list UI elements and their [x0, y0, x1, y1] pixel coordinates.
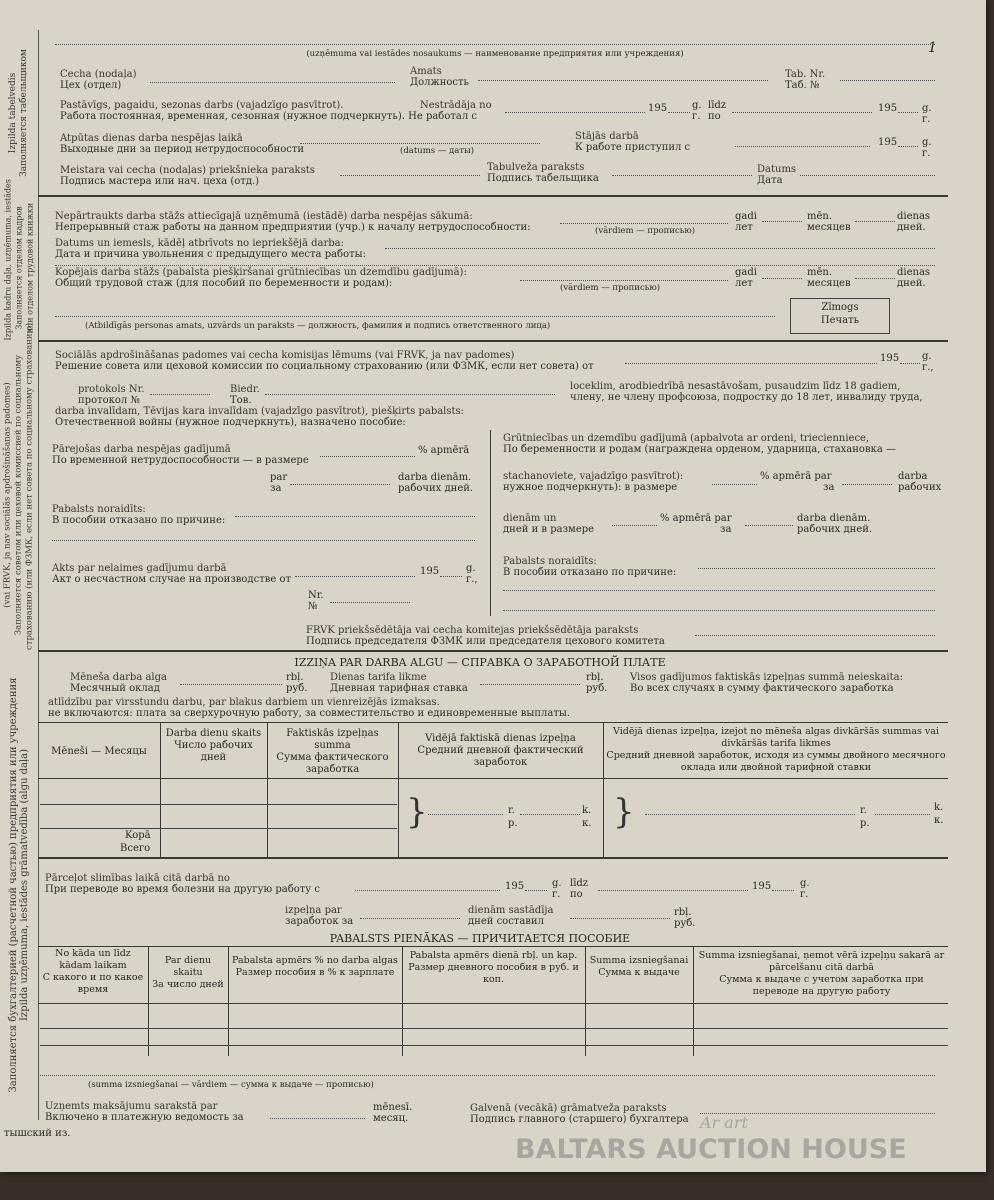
- salary-table-bottom: [38, 857, 948, 859]
- parcel-from-field[interactable]: [355, 890, 500, 891]
- invalidam-lv: darba invalīdam, Tēvijas kara invalīdam (vajadzīgo pasvītrot), piešķirts pabalsts:: [55, 406, 465, 417]
- tov-label: Тов.: [230, 395, 252, 406]
- bh-sum-transfer: Summa izsniegšanai, ņemot vērā izpeļņu sakarā ar pārcelšanu citā darbā Сумма к выдаче с учетом заработка при переводе на другую работу: [698, 950, 945, 997]
- visos-ru: Во всех случаях в сумму фактического заработка: [630, 683, 894, 694]
- protokols-field[interactable]: [150, 394, 210, 395]
- watermark-line-2: BALTARS AUCTION HOUSE: [515, 1134, 907, 1165]
- menesa-lv: Mēneša darba alga: [70, 672, 167, 683]
- grut-days-field[interactable]: [842, 484, 892, 485]
- darba-dienam-label-1: darba dienām.: [398, 472, 472, 483]
- lidz-label: līdz: [708, 100, 727, 111]
- menesa-field[interactable]: [180, 684, 282, 685]
- th-avg-double: Vidējā dienas izpeļņa, izejot no mēneša algas divkāršās summas vai divkāršās tarifa likmes Средний дневной заработок, исходя из суммы двойного месячного оклада или двойной тарифной ставки: [606, 726, 946, 773]
- stazs-words-field[interactable]: [560, 223, 728, 224]
- salary-row-1: [40, 804, 397, 805]
- year-195-f: 195: [505, 881, 525, 892]
- tabulv-signature-field[interactable]: [612, 175, 752, 176]
- year-field-b[interactable]: [898, 112, 918, 113]
- parejosas-ru: По временной нетрудоспособности — в размере: [52, 455, 309, 466]
- benefit-col-2: [228, 946, 229, 1056]
- tab-field[interactable]: [840, 80, 935, 81]
- benefit-col-3: [402, 946, 403, 1056]
- meistars-ru: Подпись мастера или нач. цеха (отд.): [60, 176, 260, 187]
- rab-dney-label-1: рабочих дней.: [398, 483, 474, 494]
- galvena-ru: Подпись главного (старшего) бухгалтера: [470, 1114, 689, 1125]
- izpelna-amount-field[interactable]: [570, 918, 670, 919]
- za-label-2: за: [823, 482, 835, 493]
- noraidits-ru: В пособии отказано по причине:: [52, 515, 226, 526]
- parcel-lv: Pārceļot slimības laikā citā darbā no: [45, 873, 230, 884]
- amats-label-ru: Должность: [410, 77, 469, 88]
- g-label-c: g.: [922, 137, 932, 148]
- rab-dney-label-3: рабочих дней.: [797, 524, 873, 535]
- k-label-2: k.: [934, 802, 944, 813]
- mes-label-1: месяцев: [807, 222, 851, 233]
- za-label-3: за: [720, 524, 732, 535]
- r-label-1: r.: [508, 805, 515, 816]
- datums-lv: Datums: [757, 164, 797, 175]
- dienam-lv: dienām sastādīja: [468, 905, 554, 916]
- g-label-g: g.: [800, 878, 810, 889]
- r-label-b: г.: [922, 114, 931, 125]
- year-195-e: 195: [420, 566, 440, 577]
- divider-1: [38, 195, 948, 197]
- year-195-b: 195: [878, 103, 898, 114]
- bh-days: Par dienu skaitu За число дней: [152, 955, 224, 990]
- parejosas-days-field[interactable]: [290, 484, 390, 485]
- atlidz-lv: atlīdzību par virsstundu darbu, par blakus darbiem un vienreizējās izmaksas.: [48, 697, 440, 708]
- footer-print: тышский из.: [4, 1128, 71, 1139]
- lidz-label-2: līdz: [570, 878, 589, 889]
- gadi-label-2: gadi: [735, 267, 757, 278]
- protokols-ru: протокол №: [78, 395, 140, 406]
- pastavigs-ru: Работа постоянная, временная, сезонная (нужное подчеркнуть). Не работал с: [60, 111, 477, 122]
- salary-table-top: [38, 722, 948, 723]
- bh-period: No kāda un līdz kādam laikam С какого и по какое время: [42, 948, 144, 995]
- g-label-d: g.: [922, 351, 932, 362]
- biedr-field[interactable]: [265, 394, 555, 395]
- nestradaja-label: Nestrādāja no: [420, 100, 492, 111]
- grut-percent-field[interactable]: [712, 484, 757, 485]
- amats-field[interactable]: [478, 80, 768, 81]
- tab-label-ru: Таб. №: [785, 80, 820, 91]
- stamp-lv: Zīmogs: [821, 302, 859, 313]
- dienas-tarifa-lv: Dienas tarifa likme: [330, 672, 427, 683]
- akts-lv: Akts par nelaimes gadījumu darbā: [52, 563, 227, 574]
- izpelna-lv: izpeļņa par: [285, 905, 342, 916]
- apmera-label-1: % apmērā: [418, 445, 470, 456]
- darba-dienam-label-3: darba dienām.: [797, 513, 871, 524]
- kopejais-years-field[interactable]: [762, 278, 802, 279]
- year-195-d: 195: [880, 353, 900, 364]
- noraidits2-field-3[interactable]: [503, 610, 935, 611]
- rbl-label-1: rbļ.: [286, 672, 304, 683]
- side-strip-3: [0, 322, 39, 650]
- watermark-line-1: Ar art: [700, 1113, 748, 1132]
- frvk-signature-field[interactable]: [695, 635, 935, 636]
- benefit-table-top: [38, 946, 948, 947]
- side-text-2: Izpilda kadru daļa, uzņēmuma, iestādes Заполняется отделом кадров или отделом трудовой книжки: [3, 178, 35, 340]
- cecha-label-ru: Цех (отдел): [60, 80, 122, 91]
- kk-label-1: к.: [582, 818, 592, 829]
- dienas-tarifa-ru: Дневная тарифная ставка: [330, 683, 468, 694]
- apmera-par-label-3: % apmērā par: [660, 513, 732, 524]
- kopejais-months-field[interactable]: [855, 278, 895, 279]
- benefit-table-header-bottom: [38, 1003, 948, 1004]
- avg2-kop-field[interactable]: [875, 814, 930, 815]
- atputas-lv: Atpūtas dienas darba nespējas laikā: [60, 133, 243, 144]
- year-field-e[interactable]: [440, 576, 462, 577]
- grut-ru-1: По беременности и родам (награждена орденом, ударница, стахановка —: [503, 444, 896, 455]
- side-strip-1: [0, 30, 39, 195]
- noraidits-field-2[interactable]: [52, 540, 475, 541]
- men-label-1: mēn.: [807, 211, 833, 222]
- lemums-ru: Решение совета или цеховой комиссии по социальному страхованию (или ФЗМК, если нет совета) от: [55, 361, 594, 372]
- parejosas-lv: Pārejošas darba nespējas gadījumā: [52, 444, 231, 455]
- dney-i-label: дней и в размере: [503, 524, 595, 535]
- year-field-g[interactable]: [772, 890, 794, 891]
- invalidam-ru: Отечественной войны (нужное подчеркнуть), назначено пособие:: [55, 417, 406, 428]
- mesyac-label: месяц.: [373, 1113, 409, 1124]
- rbl-label-2: rbļ.: [586, 672, 604, 683]
- menesi-label: mēnesī.: [373, 1102, 413, 1113]
- meistars-signature-field[interactable]: [340, 175, 480, 176]
- org-caption: (uzņēmuma vai iestādes nosaukums — наименование предприятия или учреждения): [306, 49, 684, 59]
- avg2-rub-field[interactable]: [645, 814, 855, 815]
- benefit-title: PABALSTS PIENĀKAS — ПРИЧИТАЕТСЯ ПОСОБИЕ: [329, 932, 631, 945]
- dnei-label-2: дней.: [897, 278, 926, 289]
- avg-rub-field[interactable]: [428, 814, 503, 815]
- atbildiga-line[interactable]: [55, 316, 775, 317]
- salary-table-header-bottom: [38, 778, 948, 779]
- vardiem-caption-2: (vārdiem — прописью): [560, 283, 661, 293]
- protokols-lv: protokols Nr.: [78, 384, 145, 395]
- atbriv-field[interactable]: [385, 248, 935, 249]
- po-label-2: по: [570, 889, 583, 900]
- side-strip-4: [0, 650, 39, 1120]
- benefit-row-1: [40, 1028, 948, 1029]
- uzņemts-ru: Включено в платежную ведомость за: [45, 1112, 244, 1123]
- akts-nr-field[interactable]: [330, 602, 410, 603]
- amats-label-lv: Amats: [410, 66, 442, 77]
- k-label-1: k.: [582, 805, 592, 816]
- nr-label: Nr.: [308, 590, 324, 601]
- rbl-label-3: rbļ.: [674, 907, 692, 918]
- dienas-label-1: dienas: [897, 211, 931, 222]
- year-195-g: 195: [752, 881, 772, 892]
- dienas-tarifa-field[interactable]: [480, 684, 580, 685]
- galvena-lv: Galvenā (vecākā) grāmatveža paraksts: [470, 1103, 667, 1114]
- grut-ru-2: нужное подчеркнуть): в размере: [503, 482, 678, 493]
- salary-col-4: [603, 722, 604, 857]
- menesa-ru: Месячный оклад: [70, 683, 160, 694]
- noraidits2-field-2[interactable]: [503, 590, 935, 591]
- bh-daily: Pabalsta apmērs dienā rbļ. un kap. Размер дневного пособия в руб. и коп.: [408, 950, 579, 985]
- grut-days-field-2[interactable]: [745, 525, 793, 526]
- th-earnings: Faktiskās izpeļņas summa Сумма фактического заработка: [276, 728, 389, 775]
- year-field-a[interactable]: [668, 112, 690, 113]
- kk-label-2: к.: [934, 815, 944, 826]
- izpelna-ru: заработок за: [285, 916, 354, 927]
- grut-percent-field-2[interactable]: [612, 525, 657, 526]
- tab-label-lv: Tab. Nr.: [785, 69, 826, 80]
- noraidits-field[interactable]: [235, 516, 475, 517]
- atputas-ru: Выходные дни за период нетрудоспособности: [60, 144, 305, 155]
- th-months: Mēneši — Месяцы: [51, 746, 147, 757]
- r-label-2: r.: [860, 805, 867, 816]
- year-field-d[interactable]: [900, 363, 920, 364]
- benefit-row-2: [40, 1045, 948, 1046]
- stajas-ru: К работе приступил с: [575, 142, 691, 153]
- lemums-date-field[interactable]: [625, 363, 877, 364]
- g-label-f: g.: [552, 878, 562, 889]
- r-label-d: г.,: [922, 362, 934, 373]
- th-days: Darba dienu skaits Число рабочих дней: [165, 728, 262, 763]
- atlidz-ru: не включаются: плата за сверхурочную работу, за совместительство и единовременные выплаты.: [48, 708, 571, 719]
- dnei-label-1: дней.: [897, 222, 926, 233]
- stamp-ru: Печать: [820, 315, 860, 326]
- pastavigs-lv: Pastāvīgs, pagaidu, sezonas darbs (vajadzīgo pasvītrot).: [60, 100, 344, 111]
- rub-label-3: руб.: [674, 918, 696, 929]
- side-text-1: Izpilda tabelvedis Заполняется табельщиком: [8, 48, 29, 177]
- page-number: 1: [928, 40, 937, 56]
- rub-label-1: руб.: [286, 683, 308, 694]
- noraidits2-ru: В пособии отказано по причине:: [503, 567, 677, 578]
- cecha-field[interactable]: [150, 82, 395, 83]
- po-label: по: [708, 111, 721, 122]
- g-label-a: g.: [692, 100, 702, 111]
- datums-caption: (datums — даты): [400, 146, 475, 156]
- org-name-line: [55, 44, 935, 45]
- bh-sum: Summa izsniegšanai Сумма к выдаче: [589, 955, 689, 978]
- dienam-un-label: dienām un: [503, 513, 557, 524]
- uzņemts-field[interactable]: [270, 1118, 365, 1119]
- salary-col-3: [398, 722, 399, 857]
- datums-field[interactable]: [800, 175, 935, 176]
- rab-label-2: рабочих: [898, 482, 942, 493]
- akts-ru: Акт о несчастном случае на производстве от: [52, 574, 292, 585]
- loceklim-ru: члену, не члену профсоюза, подростку до 18 лет, инвалиду труда,: [570, 392, 923, 403]
- noraidits-lv: Pabalsts noraidīts:: [52, 504, 146, 515]
- sum-caption: (summa izsniegšanai — vārdiem — сумма к выдаче — прописью): [88, 1080, 374, 1090]
- let-label-2: лет: [735, 278, 753, 289]
- gadi-label-1: gadi: [735, 211, 757, 222]
- brace-left: }: [406, 792, 428, 832]
- sum-words-line[interactable]: [40, 1075, 935, 1076]
- visos-lv: Visos gadījumos faktiskās izpeļņas summā neieskaitа:: [630, 672, 903, 683]
- divider-2: [38, 340, 948, 342]
- gr-label-f: г.: [552, 889, 561, 900]
- stajas-lv: Stājās darbā: [575, 131, 639, 142]
- g-label-e: g.: [466, 563, 476, 574]
- za-label-1: за: [270, 483, 282, 494]
- noraidits2-field[interactable]: [698, 568, 935, 569]
- bh-percent: Pabalsta apmērs % no darba algas Размер пособия в % к зарплате: [232, 955, 398, 978]
- darba-label-2: darba: [898, 471, 928, 482]
- atbildiga-caption: (Atbildīgās personas amats, uzvārds un paraksts — должность, фамилия и подпись ответственного лица): [85, 321, 551, 331]
- grut-lv-1: Grūtniecības un dzemdību gadījumā (apbalvota ar ordeni, triecienniece,: [503, 433, 870, 444]
- stazs-ru: Непрерывный стаж работы на данном предприятии (учр.) к началу нетрудоспособности:: [55, 222, 531, 233]
- men-label-2: mēn.: [807, 267, 833, 278]
- year-195-a: 195: [648, 103, 668, 114]
- avg-kop-field[interactable]: [520, 814, 580, 815]
- atputas-field[interactable]: [300, 143, 540, 144]
- apmera-par-label-2: % apmērā par: [760, 471, 832, 482]
- parcel-to-field[interactable]: [598, 890, 748, 891]
- r-label-a: г.: [692, 111, 701, 122]
- vsego-label: Всего: [120, 843, 151, 854]
- stazs-years-field[interactable]: [762, 221, 802, 222]
- parejosas-percent-field[interactable]: [320, 456, 415, 457]
- nestradaja-to-field[interactable]: [732, 112, 872, 113]
- benefit-col-4: [585, 946, 586, 1056]
- stazs-months-field[interactable]: [855, 221, 895, 222]
- kopejais-words-field[interactable]: [520, 280, 728, 281]
- year-field-c[interactable]: [898, 146, 918, 147]
- tabulv-lv: Tabulveža paraksts: [487, 162, 585, 173]
- atbriv-ru: Дата и причина увольнения с предыдущего места работы:: [55, 249, 366, 260]
- izpelna-days-field[interactable]: [360, 918, 460, 919]
- divider-3: [38, 650, 948, 652]
- kopa-label: Kopā: [125, 830, 151, 841]
- let-label-1: лет: [735, 222, 753, 233]
- th-avg-daily: Vidējā faktiskā dienas izpeļņa Средний дневной фактический заработок: [417, 733, 584, 768]
- mes-label-2: месяцев: [807, 278, 851, 289]
- g-label-b: g.: [922, 103, 932, 114]
- section3-vdivider: [490, 430, 491, 616]
- rub-label-2: руб.: [586, 683, 608, 694]
- atbriv-lv: Datums un iemesls, kādēļ atbrīvots no iepriekšējā darba:: [55, 238, 344, 249]
- rr-label-1: р.: [508, 818, 518, 829]
- salary-col-2: [267, 722, 268, 857]
- benefit-col-1: [148, 946, 149, 1056]
- frvk-lv: FRVK priekšsēdētāja vai cecha komitejas priekšsēdētāja paraksts: [306, 625, 639, 636]
- meistars-lv: Meistara vai cecha (nodaļas) priekšnieka paraksts: [60, 165, 315, 176]
- loceklim-lv: loceklim, arodbiedrībā nesastāvošam, pusaudzim līdz 18 gadiem,: [570, 381, 901, 392]
- tabulv-ru: Подпись табельщика: [487, 173, 599, 184]
- noraidits2-lv: Pabalsts noraidīts:: [503, 556, 597, 567]
- lemums-lv: Sociālās apdrošināšanas padomes vai cecha komisijas lēmums (vai FRVK, ja nav padomes): [55, 350, 515, 361]
- biedr-label: Biedr.: [230, 384, 260, 395]
- par-label-1: par: [270, 472, 288, 483]
- vardiem-caption-1: (vārdiem — прописью): [595, 226, 696, 236]
- akts-date-field[interactable]: [295, 576, 415, 577]
- salary-title: IZZIŅA PAR DARBA ALGU — СПРАВКА О ЗАРАБОТНОЙ ПЛАТЕ: [294, 656, 666, 669]
- nestradaja-from-field[interactable]: [505, 112, 645, 113]
- atbriv-field-2[interactable]: [55, 265, 935, 266]
- brace-right: }: [613, 792, 635, 832]
- grut-lv-2: stachanoviete, vajadzīgo pasvītrot):: [503, 471, 684, 482]
- salary-col-1: [160, 722, 161, 857]
- gr-label-g: г.: [800, 889, 809, 900]
- year-field-f[interactable]: [525, 890, 547, 891]
- parcel-ru: При переводе во время болезни на другую работу с: [45, 884, 320, 895]
- rr-label-2: р.: [860, 818, 870, 829]
- dienas-label-2: dienas: [897, 267, 931, 278]
- cecha-label-lv: Cecha (nodaļa): [60, 69, 137, 80]
- dienam-ru: дней составил: [468, 916, 544, 927]
- frvk-ru: Подпись председателя ФЗМК или председателя цехового комитета: [306, 636, 665, 647]
- r-label-e: г.,: [466, 574, 478, 585]
- stamp-box: [790, 298, 890, 334]
- year-195-c: 195: [878, 137, 898, 148]
- salary-row-2: [40, 828, 397, 829]
- stajas-field[interactable]: [735, 146, 870, 147]
- side-text-3: (vai FRVK, ja nav sociālās apdrošināšanas padomes) Заполняется советом или цеховой комиссией по социальному страхованию (или ФЗМК, если нет совета по социальному страхованию): [2, 322, 35, 650]
- kopejais-ru: Общий трудовой стаж (для пособий по беременности и родам):: [55, 278, 393, 289]
- datums-ru: Дата: [757, 175, 783, 186]
- kopejais-lv: Kopējais darba stāžs (pabalsta piešķiršanai grūtniecības un dzemdību gadījumā):: [55, 267, 467, 278]
- stazs-lv: Nepārtraukts darba stāžs attiecīgajā uzņēmumā (iestādē) darba nespējas sākumā:: [55, 211, 473, 222]
- side-text-4: Заполняется бухгалтерией (расчетной частью) предприятия или учреждения Izpilda uzņēmuma, iestādes grāmatvedība (algu daļa): [8, 677, 30, 1093]
- side-strip-2: [0, 178, 39, 340]
- uzņemts-lv: Uzņemts maksājumu sarakstā par: [45, 1101, 218, 1112]
- nr-ru-label: №: [308, 601, 318, 612]
- benefit-col-5: [693, 946, 694, 1056]
- r-label-c: г.: [922, 148, 931, 159]
